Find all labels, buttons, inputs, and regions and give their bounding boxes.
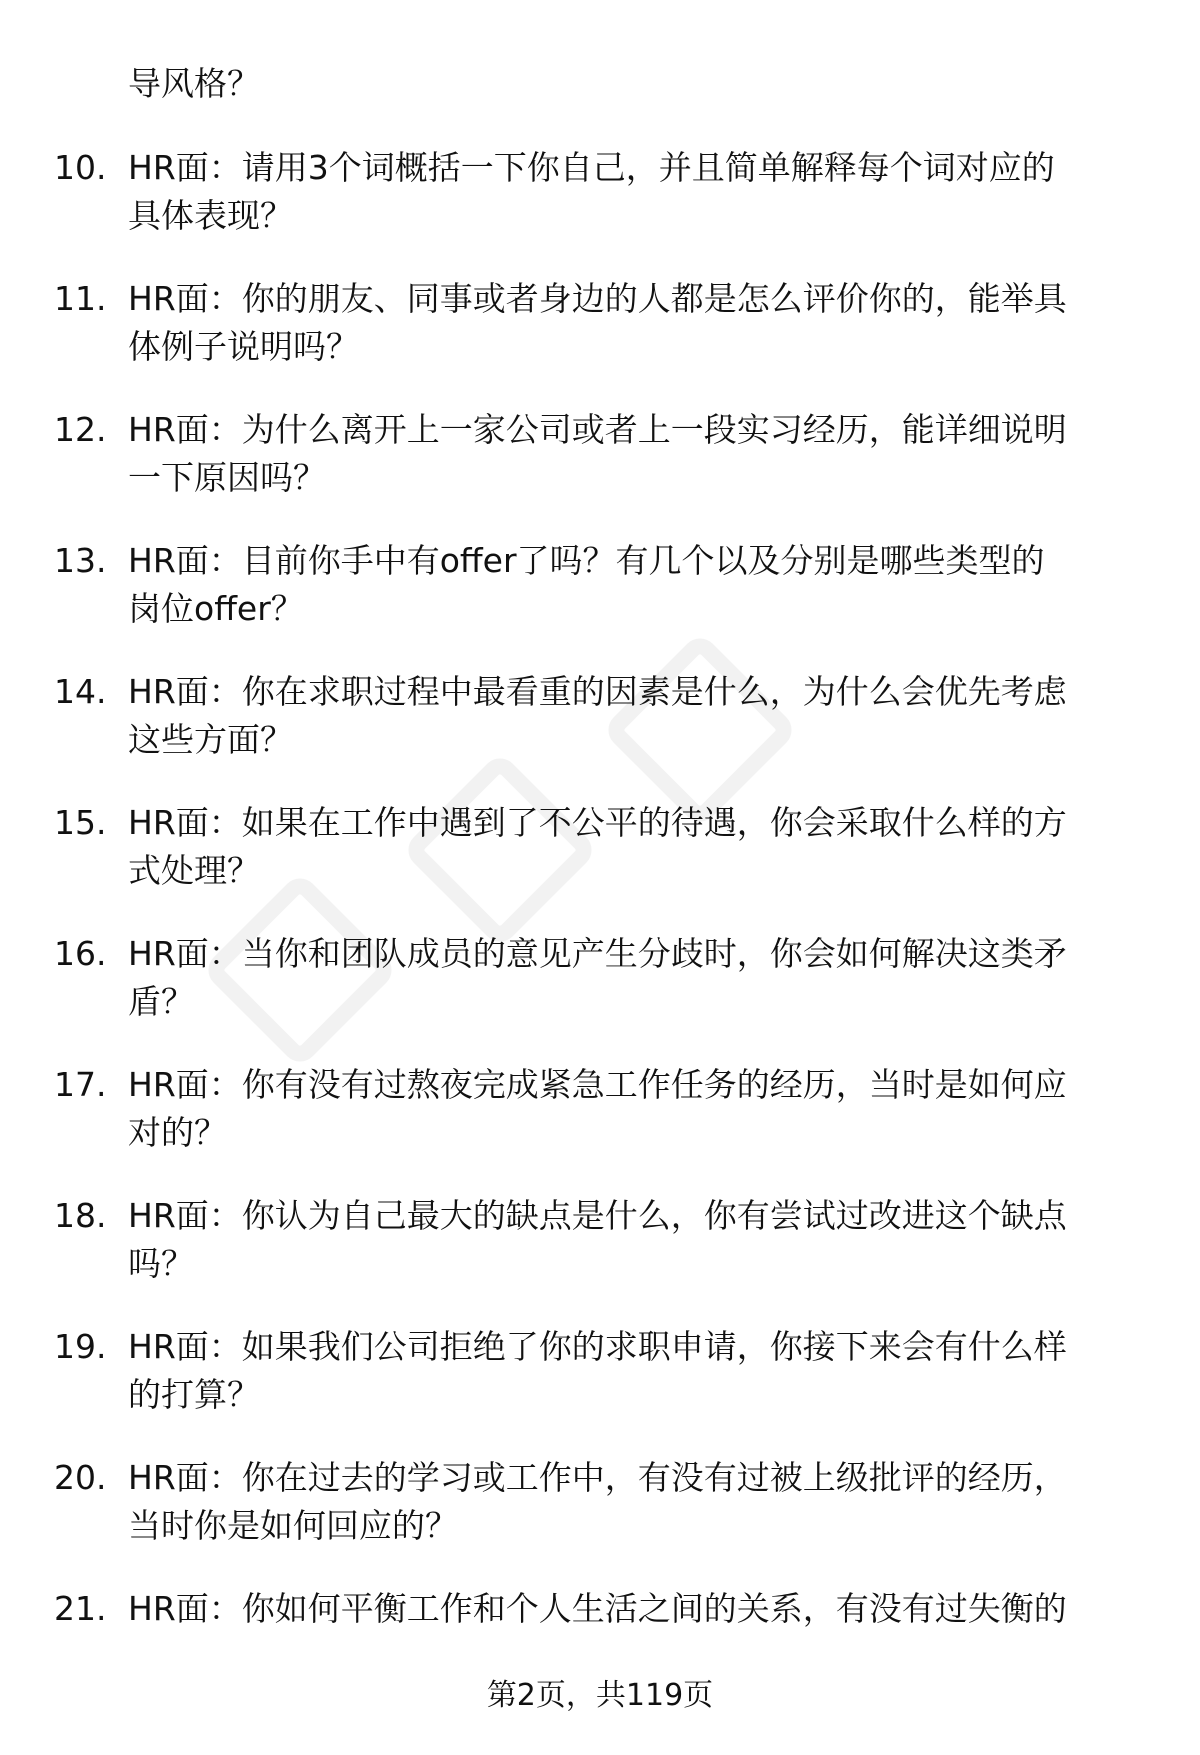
question-item [0,537,1200,668]
question-text-line: 具体表现？ [128,196,293,235]
question-text-line: HR面：你在求职过程中最看重的因素是什么，为什么会优先考虑 [128,672,1067,711]
question-text-line: 当时你是如何回应的？ [128,1506,458,1545]
question-item [0,1323,1200,1454]
page-footer: 第2页，共119页 [486,1678,714,1713]
question-number: 20. [54,1458,107,1497]
question-text-line: HR面：请用3个词概括一下你自己，并且简单解释每个词对应的 [128,148,1055,187]
question-number: 15. [54,803,107,842]
question-number: 13. [54,541,107,580]
question-text [128,1061,1160,1157]
question-text-line: HR面：你在过去的学习或工作中，有没有过被上级批评的经历， [128,1458,1067,1497]
question-text [128,1454,1160,1550]
question-text [128,930,1160,1026]
continued-question-text: 导风格？ [128,64,260,103]
question-text-line: 体例子说明吗？ [128,327,359,366]
question-text [128,144,1160,240]
question-item [0,799,1200,930]
question-item [0,275,1200,406]
question-text [128,275,1160,371]
question-text-line: HR面：你如何平衡工作和个人生活之间的关系，有没有过失衡的 [128,1589,1067,1628]
question-number: 17. [54,1065,107,1104]
question-text-line: 盾？ [128,982,194,1021]
question-text-line: 一下原因吗？ [128,458,326,497]
question-text [128,668,1160,764]
question-text-line: HR面：当你和团队成员的意见产生分歧时，你会如何解决这类矛 [128,934,1067,973]
question-text-line: 岗位offer？ [128,589,304,628]
question-item [0,1061,1200,1192]
question-text-line: HR面：你认为自己最大的缺点是什么，你有尝试过改进这个缺点 [128,1196,1067,1235]
question-text-line: 吗？ [128,1244,194,1283]
question-text-line: HR面：如果在工作中遇到了不公平的待遇，你会采取什么样的方 [128,803,1067,842]
question-item [0,668,1200,799]
question-number: 19. [54,1327,107,1366]
question-number: 11. [54,279,107,318]
question-item [0,1454,1200,1585]
question-text [128,1323,1160,1419]
question-text [128,537,1160,633]
question-text-line: 对的？ [128,1113,227,1152]
question-text-line: HR面：你的朋友、同事或者身边的人都是怎么评价你的，能举具 [128,279,1067,318]
question-text-line: HR面：为什么离开上一家公司或者上一段实习经历，能详细说明 [128,410,1067,449]
question-text-line: HR面：目前你手中有offer了吗？有几个以及分别是哪些类型的 [128,541,1045,580]
question-text-line: 式处理？ [128,851,260,890]
question-number: 16. [54,934,107,973]
question-list [0,144,1200,1716]
question-number: 12. [54,410,107,449]
question-number: 18. [54,1196,107,1235]
question-number: 21. [54,1589,107,1628]
question-text-line: HR面：你有没有过熬夜完成紧急工作任务的经历，当时是如何应 [128,1065,1067,1104]
question-text [128,1192,1160,1288]
question-item [0,144,1200,275]
question-text-line: 这些方面？ [128,720,293,759]
question-text-line: 的打算？ [128,1375,260,1414]
question-item [0,406,1200,537]
question-text-line: HR面：如果我们公司拒绝了你的求职申请，你接下来会有什么样 [128,1327,1067,1366]
question-item [0,1192,1200,1323]
question-item [0,930,1200,1061]
question-text [128,799,1160,895]
question-text [128,1585,1160,1633]
question-number: 14. [54,672,107,711]
question-number: 10. [54,148,107,187]
question-text [128,406,1160,502]
